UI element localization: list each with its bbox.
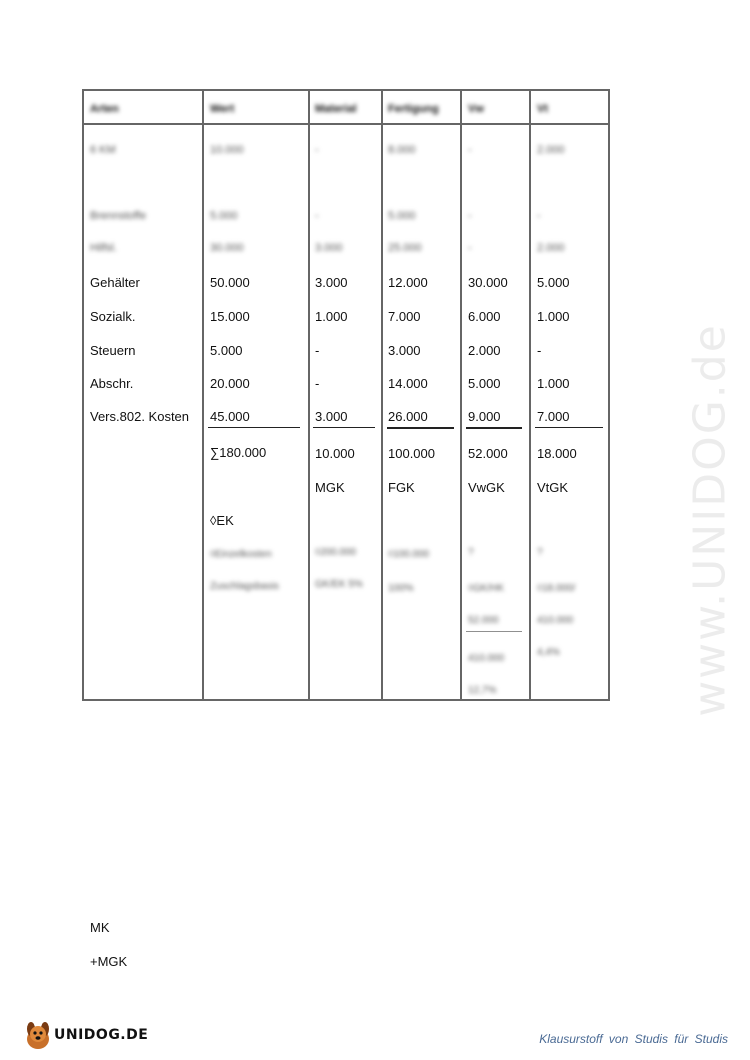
table-cell: 1.000	[315, 309, 348, 324]
col-line	[202, 89, 204, 701]
table-cell: 1.000	[537, 309, 570, 324]
blurred-note: 52.000	[468, 615, 499, 626]
table-cell: 3.000	[315, 242, 343, 254]
cost-allocation-table	[82, 89, 610, 701]
table-cell: -	[315, 144, 319, 156]
table-cell: Steuern	[90, 343, 136, 358]
header-vt: Vt	[537, 103, 548, 115]
logo-text: UNIDOG.DE	[54, 1027, 149, 1043]
table-cell: Sozialk.	[90, 309, 136, 324]
table-cell: 15.000	[210, 309, 250, 324]
table-cell: 14.000	[388, 376, 428, 391]
table-cell: -	[537, 343, 542, 358]
table-cell: 8.000	[388, 144, 416, 156]
table-cell: 6.000	[468, 309, 501, 324]
table-cell: 2.000	[537, 242, 565, 254]
sum-total: ∑180.000	[210, 445, 267, 460]
table-cell: 10.000	[210, 144, 244, 156]
col-line	[460, 89, 462, 701]
col-line	[381, 89, 383, 701]
table-cell: 6 KM	[90, 144, 116, 156]
table-cell: Hilfsl.	[90, 242, 117, 254]
blurred-note: 100%	[388, 583, 414, 594]
table-cell: 50.000	[210, 275, 250, 290]
label-fgk: FGK	[388, 480, 415, 495]
blurred-note: ◊18.000/	[537, 583, 576, 594]
table-cell: -	[468, 210, 472, 222]
header-wert: Wert	[210, 103, 235, 115]
table-cell: 3.000	[388, 343, 421, 358]
table-cell: 3.000	[315, 275, 348, 290]
table-cell: 2.000	[537, 144, 565, 156]
note-mk: MK	[90, 920, 110, 935]
table-cell: 25.000	[388, 242, 422, 254]
label-vtgk: VtGK	[537, 480, 569, 495]
blurred-note: 4,4%	[537, 647, 560, 658]
table-cell: 7.000	[388, 309, 421, 324]
blurred-note: ?	[468, 547, 474, 558]
sum-underline	[387, 427, 454, 429]
table-cell: Gehälter	[90, 275, 140, 290]
col-line	[82, 89, 84, 701]
sum-fertigung: 100.000	[388, 446, 435, 461]
label-mgk: MGK	[315, 480, 345, 495]
blurred-note: GK/EK 5%	[315, 579, 363, 590]
note-mgk: +MGK	[90, 954, 128, 969]
sum-underline	[535, 427, 603, 428]
table-cell: -	[537, 210, 541, 222]
sum-underline	[313, 427, 375, 428]
blurred-note: 410.000	[537, 615, 574, 626]
blurred-note: 12,7%	[468, 685, 497, 696]
watermark: www.UNIDOG.de	[684, 323, 736, 717]
table-cell: 5.000	[210, 210, 238, 222]
table-cell: 5.000	[468, 376, 501, 391]
table-cell: 20.000	[210, 376, 250, 391]
dog-icon	[24, 1019, 52, 1051]
col-line	[608, 89, 610, 701]
table-cell: 1.000	[537, 376, 570, 391]
footer-tagline: Klausurstoff von Studis für Studis	[539, 1032, 728, 1046]
sum-material: 10.000	[315, 446, 355, 461]
blurred-note: ?	[537, 547, 543, 558]
sum-vt: 18.000	[537, 446, 577, 461]
table-cell: Brennstoffe	[90, 210, 147, 222]
label-ek: ◊EK	[210, 513, 234, 528]
table-cell: 2.000	[468, 343, 501, 358]
col-line	[308, 89, 310, 701]
table-cell: 5.000	[210, 343, 243, 358]
table-cell: 30.000	[210, 242, 244, 254]
table-cell: 7.000	[537, 409, 570, 424]
table-cell: 5.000	[537, 275, 570, 290]
blurred-note: ◊200.000	[315, 547, 357, 558]
table-cell: -	[315, 376, 320, 391]
fraction-line	[466, 631, 522, 632]
sum-vw: 52.000	[468, 446, 508, 461]
table-cell: -	[468, 242, 472, 254]
blurred-note: ◊GK/HK	[468, 583, 505, 594]
table-cell: 12.000	[388, 275, 428, 290]
table-cell: -	[315, 343, 320, 358]
blurred-note: ◊Einzelkosten	[210, 549, 272, 560]
header-arten: Arten	[90, 103, 119, 115]
sum-underline	[466, 427, 522, 429]
table-cell: 30.000	[468, 275, 508, 290]
blurred-note: Zuschlagsbasis	[210, 581, 279, 592]
table-cell: Vers.802. Kosten	[90, 409, 190, 424]
table-cell: 45.000	[210, 409, 250, 424]
blurred-note: 410.000	[468, 653, 505, 664]
label-vwgk: VwGK	[468, 480, 505, 495]
unidog-logo	[24, 1018, 148, 1052]
header-material: Material	[315, 103, 357, 115]
blurred-note: ◊100.000	[388, 549, 430, 560]
col-line	[529, 89, 531, 701]
header-vw: Vw	[468, 103, 484, 115]
header-fertigung: Fertigung	[388, 103, 439, 115]
table-cell: 5.000	[388, 210, 416, 222]
sum-underline	[208, 427, 300, 428]
table-cell: -	[315, 210, 319, 222]
table-cell: -	[468, 144, 472, 156]
table-cell: 26.000	[388, 409, 428, 424]
table-cell: Abschr.	[90, 376, 134, 391]
table-cell: 3.000	[315, 409, 348, 424]
table-cell: 9.000	[468, 409, 501, 424]
